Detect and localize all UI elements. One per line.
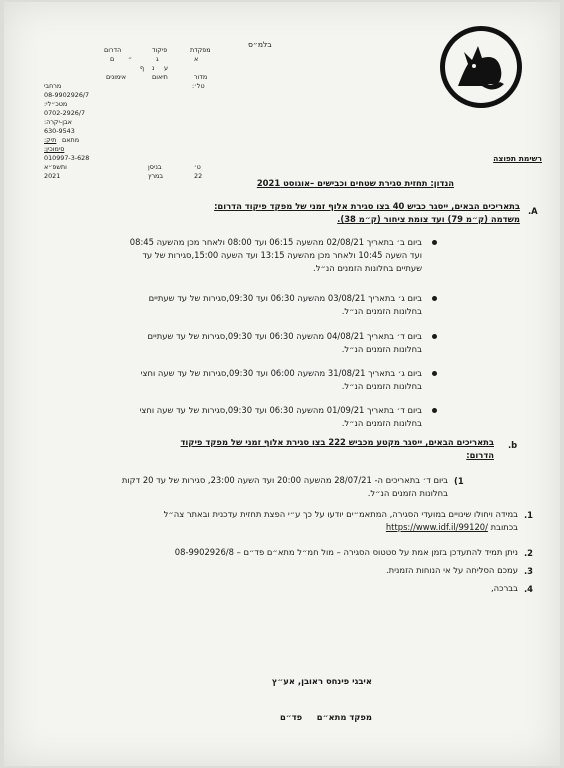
section-a-letter: .A — [528, 206, 538, 216]
header-row: 0702-2926/7 — [44, 109, 86, 117]
item-number: .2 — [524, 548, 534, 558]
header-row: סימוכין: — [44, 145, 65, 153]
section-a-title: בתאריכים הבאים, ייסגר כביש 40 בצו סגירת אלוף זמני של מפקד פיקוד הדרום: משדמה (ק״מ 79) ועד צומת ציחור (ק״מ 38). — [214, 201, 520, 224]
header-row: 630-9543 — [44, 127, 75, 135]
section-b-title: בתאריכים הבאים, ייסגר מקטע מכביש 222 בצו סגירת אלוף זמני של מפקד פיקוד הדרום: — [180, 437, 494, 460]
subject-line: הנדון: תחזית סגירת שטחים וכבישים –אוגוסט 2021 — [256, 178, 454, 188]
signature-title: מפקד מתא״ם פד״ם — [279, 712, 372, 722]
item-number: .3 — [524, 566, 534, 576]
list-item: בברכה, — [491, 583, 518, 593]
distribution-list-label: רשימת תפוצה — [493, 154, 542, 163]
bullet-dot — [432, 371, 437, 376]
header-row: 08-9902926/7 — [44, 91, 90, 99]
list-item: במידה ויחולו שינויים במועדי הסגירה, המתאמ״ים יודעו על כך ע״י הפצת תחזית עדכנית ובאתר צה״ל בכתובת https://www.idf.il/99120/ — [163, 509, 518, 532]
classification-label: בלמ״ס — [248, 40, 272, 49]
header-row: מפקדת פיקוד הדרום — [104, 46, 211, 54]
bullet-dot — [432, 408, 437, 413]
header-row: תיק: מתאם — [44, 136, 80, 144]
header-row: מדור תיאום אימונים — [106, 73, 208, 81]
header-row: 010997-3-628 — [44, 154, 90, 162]
bullet-dot — [432, 334, 437, 339]
section-b-letter: .b — [508, 440, 518, 450]
item-number: .1 — [524, 510, 534, 520]
header-row: טל׳: מרחבי — [44, 82, 205, 90]
bullet-dot — [432, 296, 437, 301]
list-item: ביום ד׳ בתאריך 04/08/21 מהשעה 06:30 ועד 09:30,סגירות של עד שעתיים בחלונות הזמנים הנ״ל. — [147, 331, 422, 354]
header-row: א ג ״ ם — [110, 55, 199, 63]
list-item: ביום ב׳ בתאריך 02/08/21 מהשעה 06:15 ועד 08:00 ולאחר מכן מהשעה 08:45 ועד השעה 10:45 ולאחר מכן מהשעה 13:15 ועד השעה 15:00,סגירות של עד שעתיים בחלונות הזמנים הנ״ל. — [129, 237, 422, 273]
closure-forecast-link[interactable]: https://www.idf.il/99120/ — [385, 522, 488, 532]
bullet-dot — [432, 240, 437, 245]
list-item: ביום ד׳ בתאריך 01/09/21 מהשעה 06:30 ועד 09:30,סגירות של עד שעה וחצי בחלונות הזמנים הנ״ל. — [139, 405, 422, 428]
list-item: ביום ג׳ בתאריך 31/08/21 מהשעה 06:00 ועד 09:30,סגירות של עד שעה וחצי בחלונות הזמנים הנ״ל. — [140, 368, 422, 391]
list-item: ביום ג׳ בתאריך 03/08/21 מהשעה 06:30 ועד 09:30,סגירות של עד שעתיים בחלונות הזמנים הנ״ל. — [148, 293, 422, 316]
header-row: ע נ ף — [140, 64, 169, 72]
header-row: ט׳ בניסן ותשפ״א — [44, 163, 201, 171]
signature-name: איבגי פינחס ראובן, אע״ץ — [271, 676, 372, 686]
item-number: .4 — [524, 584, 534, 594]
header-row: אבן-יקרה: — [44, 118, 72, 126]
list-item: ניתן תמיד להתעדכן בזמן אמת על סטטוס הסגירה – מול חמ״ל מתא״ם פד״ם – 08-9902926/8 — [174, 547, 518, 557]
list-item: עמכם הסליחה על אי הנוחות הזמנית. — [385, 565, 518, 575]
header-row: 22 במרץ 2021 — [44, 172, 203, 180]
unit-emblem-logo — [438, 24, 524, 110]
list-item: ביום ד׳ בתאריכים ה- 28/07/21 מהשעה 20:00 ועד השעה 23:00, סגירות של עד 20 דקות בחלונות הזמנים הנ״ל. — [121, 475, 448, 498]
section-b-item-number: (1 — [454, 476, 464, 486]
header-row: מטכ״לי: — [44, 100, 68, 108]
